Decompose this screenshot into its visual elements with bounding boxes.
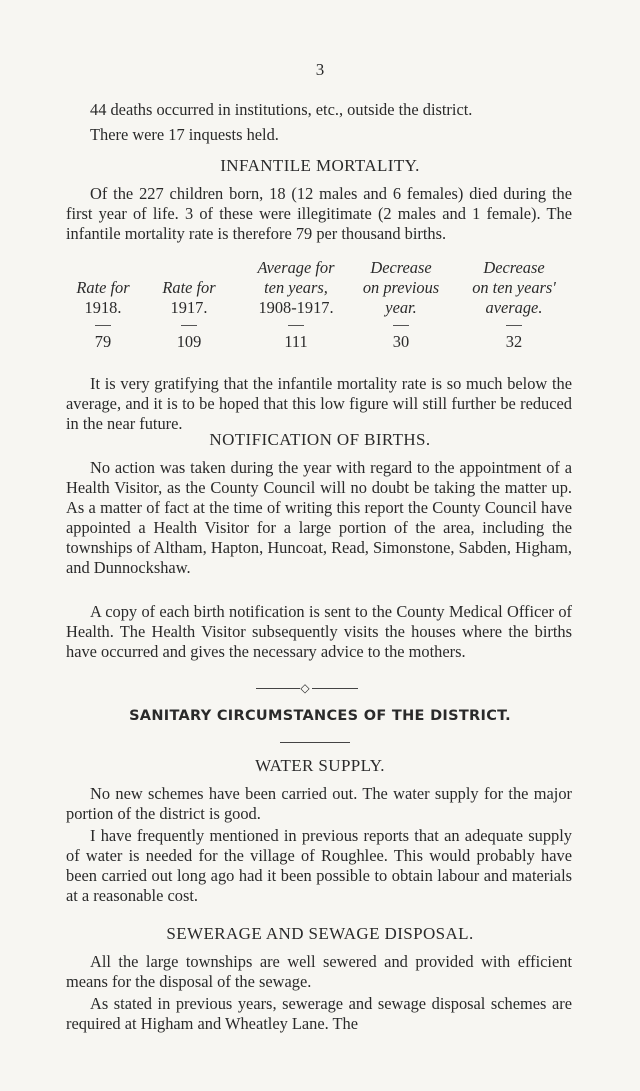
notification-paragraph-2: A copy of each birth notification is sent to the County Medical Officer of Health. The Health Visitor subsequently visits the houses where the births have occurred and gives the necessary advice to the mothers. [66,602,572,661]
sewerage-heading: SEWERAGE AND SEWAGE DISPOSAL. [166,924,474,943]
sewerage-paragraph-1: All the large townships are well sewered and provided with efficient means for the disposal of the sewage. [66,952,572,991]
col-decrease-previous: Decrease on previous year. 30 [336,258,466,352]
divider-rule-right [312,688,358,689]
deaths-paragraph: 44 deaths occurred in institutions, etc., outside the district. There were 17 inquests held. [66,100,572,145]
divider-diamond-icon: ◇ [300,681,310,695]
page-number: 3 [315,60,325,79]
col-rate-1918: Rate for 1918. 79 [58,278,148,352]
divider-rule-left [256,688,300,689]
table-value: 79 [94,332,112,351]
gratifying-paragraph: It is very gratifying that the infantile mortality rate is so much below the average, and it is to be hoped that this low figure will still further be reduced in the near future. [66,374,572,433]
table-value: 109 [176,332,202,351]
table-dash [144,320,234,330]
table-dash [58,320,148,330]
inquests-paragraph: There were 17 inquests held. [90,125,279,144]
table-dash [446,320,582,330]
notification-heading: NOTIFICATION OF BIRTHS. [209,430,431,449]
col-decrease-average: Decrease on ten years' average. 32 [446,258,582,352]
table-value: 111 [284,332,308,351]
table-value: 32 [505,332,523,351]
sanitary-heading: SANITARY CIRCUMSTANCES OF THE DISTRICT. [129,708,511,724]
col-average: Average for ten years, 1908-1917. 111 [226,258,366,352]
water-supply-heading: WATER SUPPLY. [255,756,385,775]
infantile-mortality-heading: INFANTILE MORTALITY. [220,156,420,175]
sewerage-paragraph-2: As stated in previous years, sewerage and sewage disposal schemes are required at Higham and Wheatley Lane. The [66,994,572,1033]
table-value: 30 [392,332,410,351]
notification-paragraph-1: No action was taken during the year with regard to the appointment of a Health Visitor, as the County Council will no doubt be taking the matter up. As a matter of fact at the time of writing this report the County Council have appointed a Health Visitor for a large portion of the area, including the townships of Altham, Hapton, Huncoat, Read, Simonstone, Sabden, Higham, and Dunnockshaw. [66,458,572,577]
water-paragraph-1: No new schemes have been carried out. The water supply for the major portion of the district is good. [66,784,572,823]
water-paragraph-2: I have frequently mentioned in previous reports that an adequate supply of water is needed for the village of Roughlee. This would probably have been carried out long ago had it been possible to obtain labour and materials at a reasonable cost. [66,826,572,905]
short-rule [280,742,350,743]
infantile-paragraph: Of the 227 children born, 18 (12 males and 6 females) died during the first year of life. 3 of these were illegitimate (2 males and 1 female). The infantile mortality rate is therefore 79 per thousand births. [66,184,572,243]
col-rate-1917: Rate for 1917. 109 [144,278,234,352]
